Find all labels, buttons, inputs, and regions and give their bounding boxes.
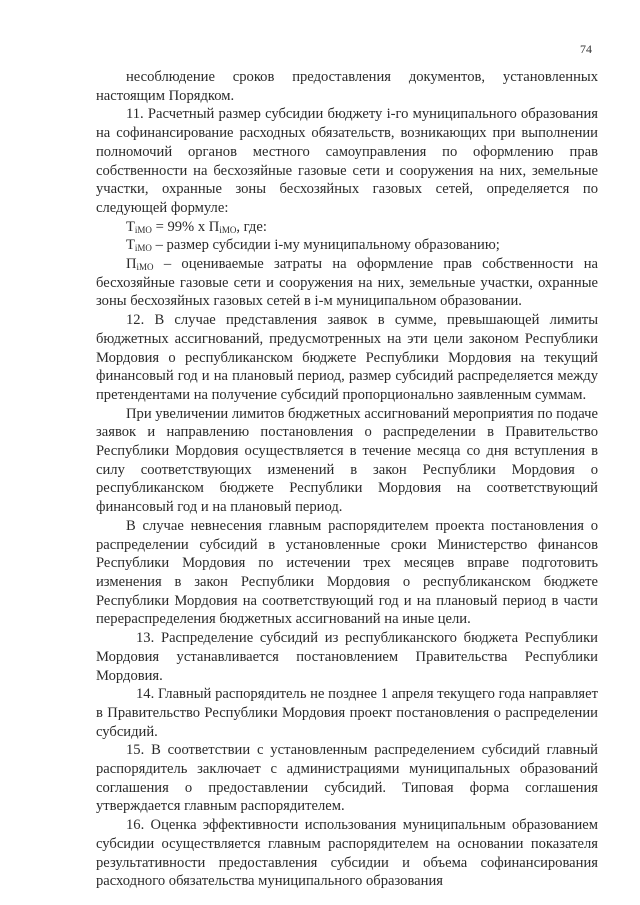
definition-p-symbol: П <box>126 256 137 273</box>
definition-p <box>96 255 598 311</box>
document-body <box>96 68 598 891</box>
definition-t-symbol: Т <box>126 237 135 254</box>
formula-t-symbol: Т <box>126 218 135 235</box>
paragraph-continuation: несоблюдение сроков предоставления документов, установленных настоящим Порядком. <box>96 69 598 104</box>
formula-equals: = 99% х П <box>151 218 220 235</box>
paragraph-15: 15. В соответствии с установленным распределением субсидий главный распорядитель заключает с администрациями муниципальных образований соглашения о предоставлении субсидий. Типовая форма соглашения утверждается главным распорядителем. <box>96 742 598 815</box>
definition-t <box>96 236 598 255</box>
formula-tail: , где: <box>236 218 267 235</box>
paragraph-12-failure: В случае невнесения главным распорядителем проекта постановления о распределении субсидий в установленные сроки Министерство финансов Республики Мордовия по истечении трех месяцев вправе подготовить изменения в закон Республики Мордовия о республиканском бюджете Республики Мордовия на соответствующий год и на плановый период в части перераспределения бюджетных ассигнований на иные цели. <box>96 517 598 628</box>
definition-t-subscript: iМО <box>134 243 152 254</box>
subsidy-formula <box>96 218 598 237</box>
page-number: 74 <box>580 42 592 56</box>
paragraph-16: 16. Оценка эффективности использования муниципальным образованием субсидии осуществляется главным распорядителем на основании показателя результативности предоставления субсидии и объема софинансирования расходного обязательства муниципального образования <box>96 817 598 890</box>
paragraph-12-limits: При увеличении лимитов бюджетных ассигнований мероприятия по подаче заявок и направлению постановления о распределении в Правительство Республики Мордовия осуществляется в течение месяца со дня вступления в силу соответствующих изменений в закон Республики Мордовия о республиканском бюджете Республики Мордовия на соответствующий финансовый год и на плановый период. <box>96 405 598 516</box>
paragraph-11: 11. Расчетный размер субсидии бюджету i-го муниципального образования на софинансирование расходных обязательств, возникающих при выполнении полномочий органов местного самоуправления по оформлению прав собственности на бесхозяйные газовые сети и сооружения на них, земельные участки, охранные зоны бесхозяйных газовых сетей, определяется по следующей формуле: <box>96 106 598 216</box>
definition-p-subscript: iМО <box>136 262 154 273</box>
paragraph-14: 14. Главный распорядитель не позднее 1 апреля текущего года направляет в Правительство Республики Мордовия проект постановления о распределении субсидий. <box>96 686 598 740</box>
paragraph-13: 13. Распределение субсидий из республиканского бюджета Республики Мордовия устанавливается постановлением Правительства Республики Мордовия. <box>96 630 598 684</box>
definition-p-text: – оцениваемые затраты на оформление прав собственности на бесхозяйные газовые сети и сооружения на них, земельные участки, охранные зоны бесхозяйных газовых сетей в i-м муниципальном образовании. <box>96 256 598 310</box>
definition-t-text: – размер субсидии i-му муниципальному образованию; <box>151 237 500 254</box>
formula-p-subscript: iМО <box>219 224 237 235</box>
formula-t-subscript: iМО <box>134 224 152 235</box>
paragraph-12: 12. В случае представления заявок в сумме, превышающей лимиты бюджетных ассигнований, предусмотренных на эти цели законом Республики Мордовия о республиканском бюджете Республики Мордовия на текущий финансовый год и на плановый период, размер субсидий распределяется между претендентами на получение субсидий пропорционально заявленным суммам. <box>96 312 598 403</box>
